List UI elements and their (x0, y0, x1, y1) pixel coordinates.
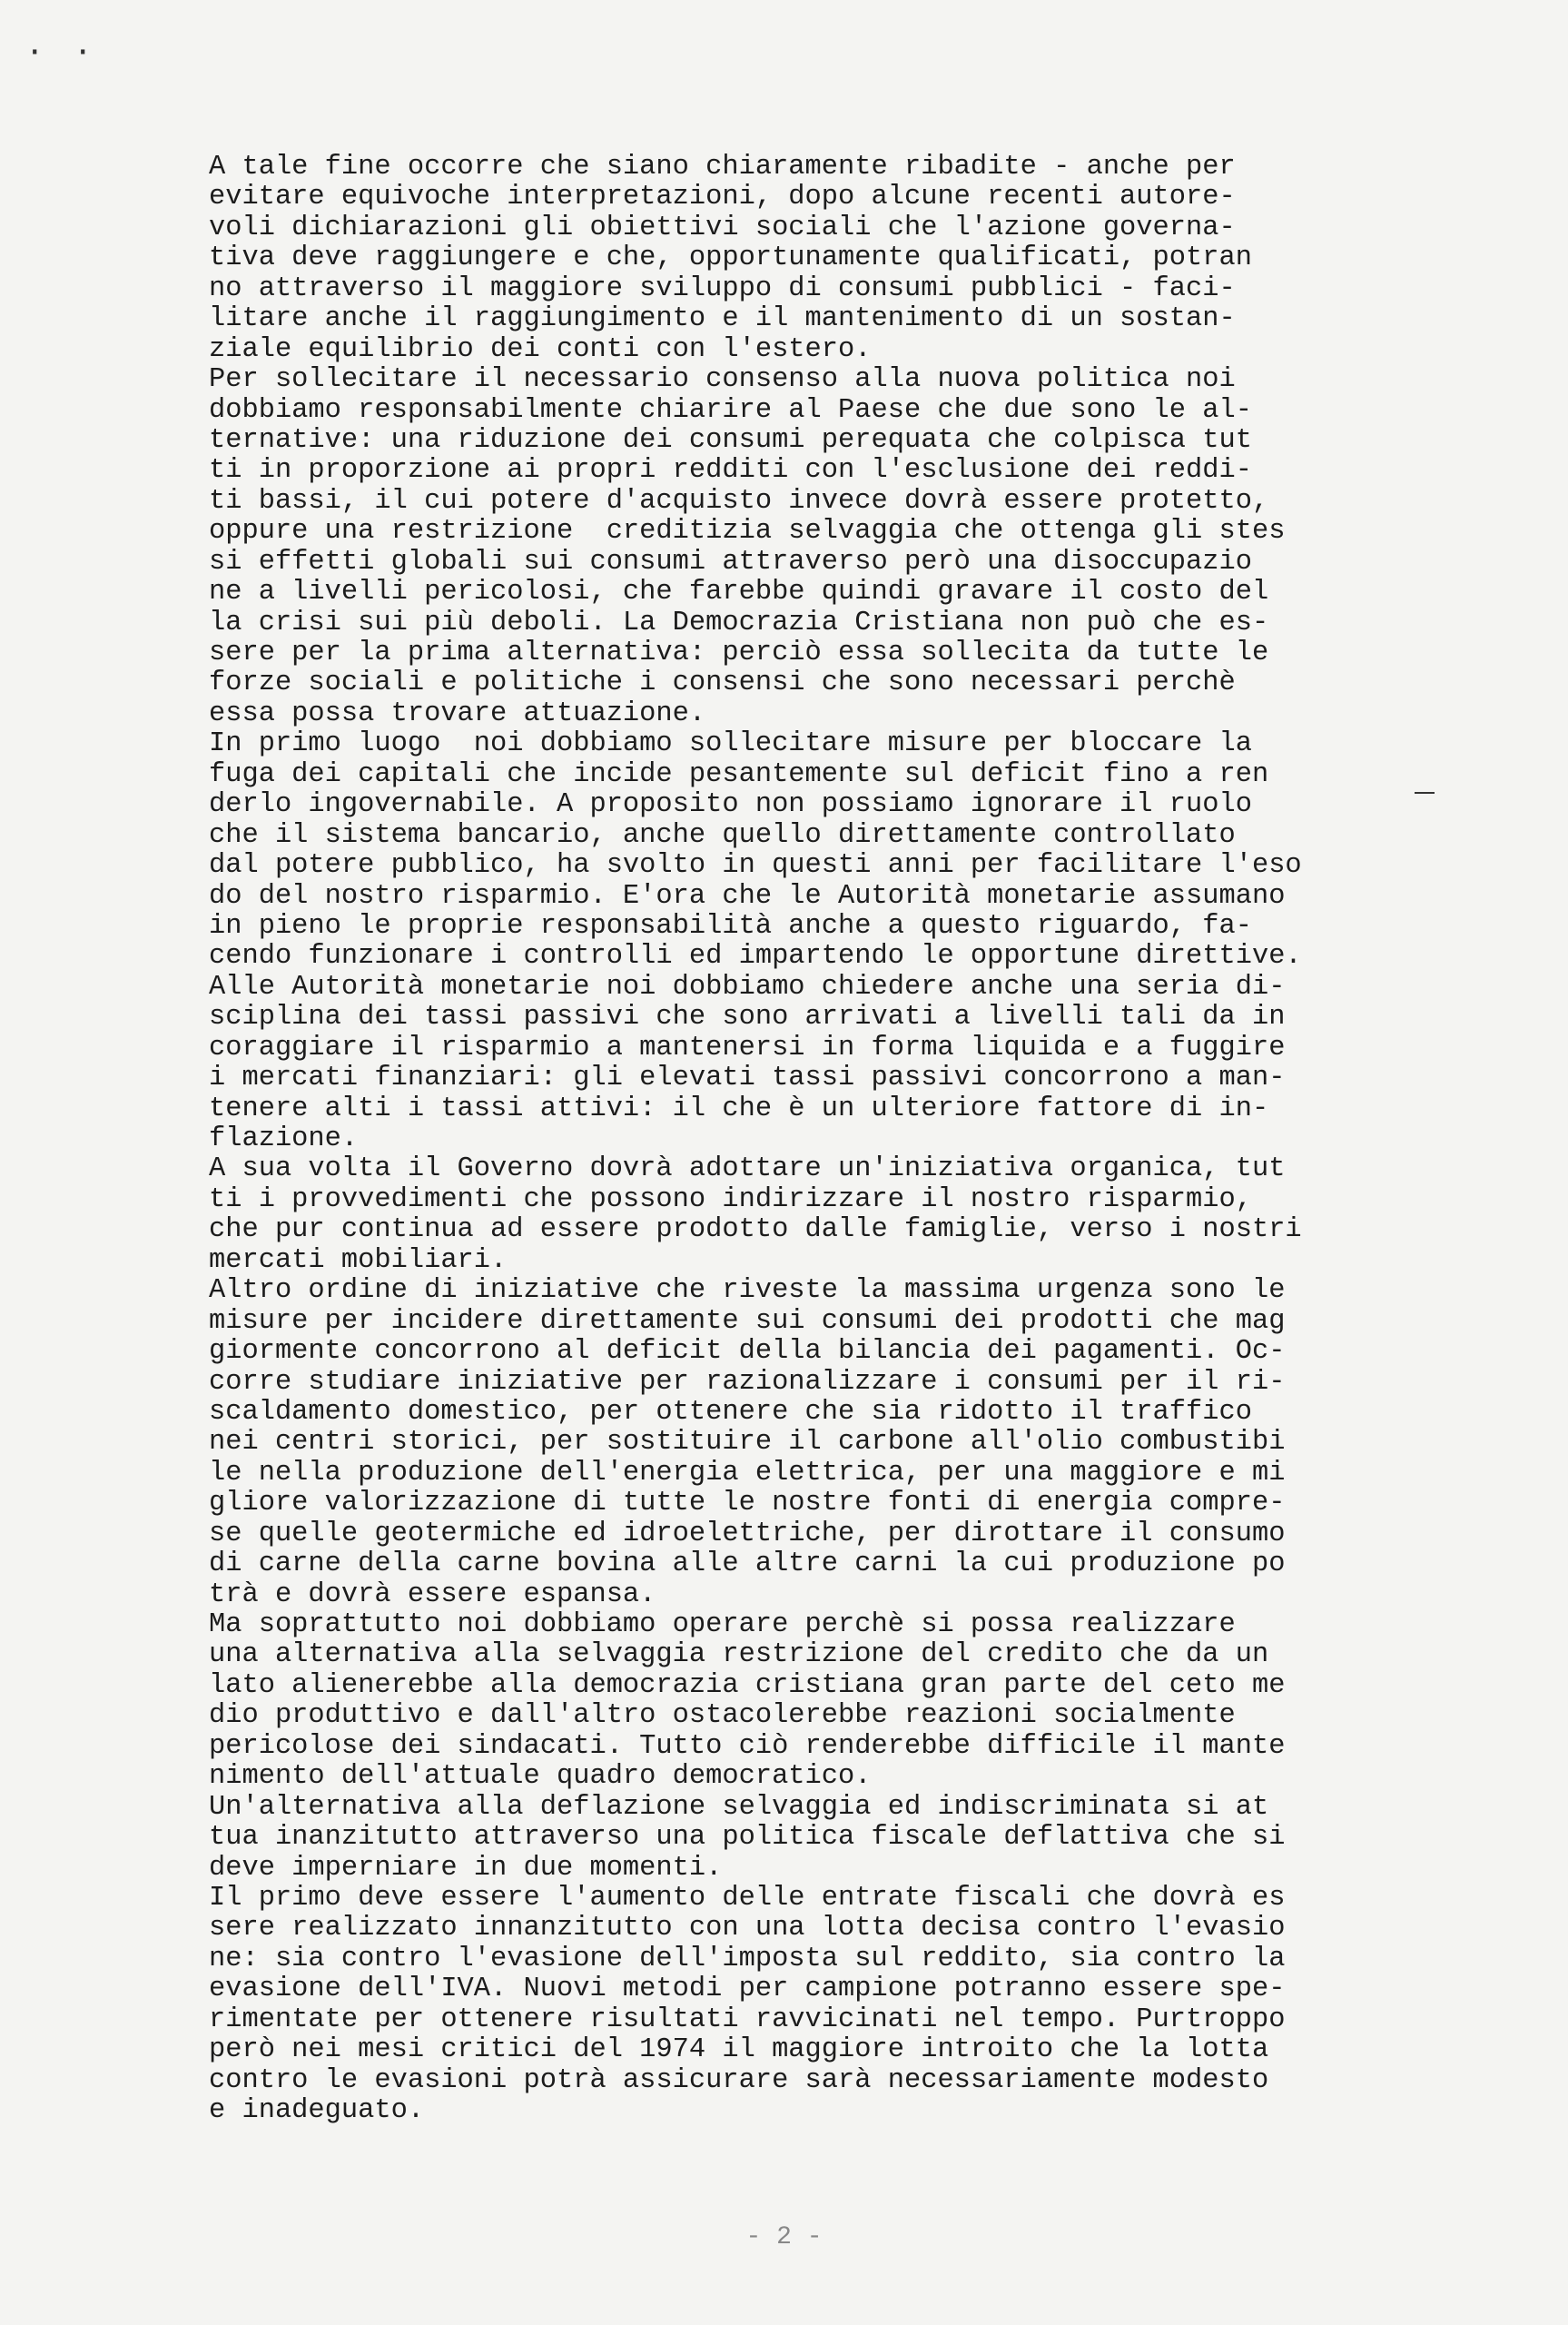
text-line: ziale equilibrio dei conti con l'estero. (209, 333, 872, 365)
text-line: Per sollecitare il necessario consenso alla nuova politica noi (209, 364, 1236, 396)
text-line: no attraverso il maggiore sviluppo di consumi pubblici - faci- (209, 272, 1236, 304)
text-line: dio produttivo e dall'altro ostacolerebbe reazioni socialmente (209, 1700, 1236, 1732)
text-line: dal potere pubblico, ha svolto in questi anni per facilitare l'eso (209, 850, 1302, 882)
text-line: però nei mesi critici del 1974 il maggiore introito che la lotta (209, 2034, 1269, 2066)
text-line: lato alienerebbe alla democrazia cristiana gran parte del ceto me (209, 1669, 1286, 1701)
text-line: ti in proporzione ai propri redditi con l'esclusione dei reddi- (209, 455, 1252, 487)
text-line: sere realizzato innanzitutto con una lotta decisa contro l'evasio (209, 1913, 1286, 1944)
text-line: una alternativa alla selvaggia restrizione del credito che da un (209, 1639, 1269, 1671)
text-line: Un'alternativa alla deflazione selvaggia ed indiscriminata si at (209, 1791, 1269, 1823)
text-line: di carne della carne bovina alle altre carni la cui produzione po (209, 1548, 1286, 1580)
text-line: ne: sia contro l'evasione dell'imposta sul reddito, sia contro la (209, 1943, 1286, 1974)
text-line: tiva deve raggiungere e che, opportunamente qualificati, potran (209, 242, 1252, 274)
text-line: che pur continua ad essere prodotto dalle famiglie, verso i nostri (209, 1214, 1302, 1246)
text-line: la crisi sui più deboli. La Democrazia Cristiana non può che es- (209, 607, 1269, 638)
corner-marks: · · (25, 35, 98, 71)
text-line: scaldamento domestico, per ottenere che sia ridotto il traffico (209, 1396, 1252, 1428)
text-line: essa possa trovare attuazione. (209, 698, 706, 729)
text-line: ti bassi, il cui potere d'acquisto invece dovrà essere protetto, (209, 485, 1269, 517)
text-line: fuga dei capitali che incide pesantemente sul deficit fino a ren (209, 758, 1269, 790)
text-line: evitare equivoche interpretazioni, dopo alcune recenti autore- (209, 182, 1236, 213)
text-line: A sua volta il Governo dovrà adottare un'iniziativa organica, tut (209, 1153, 1286, 1185)
text-line: tua inanzitutto attraverso una politica fiscale deflattiva che si (209, 1822, 1286, 1854)
margin-mark (1415, 792, 1435, 794)
text-line: che il sistema bancario, anche quello direttamente controllato (209, 819, 1236, 851)
text-line: in pieno le proprie responsabilità anche a questo riguardo, fa- (209, 910, 1252, 942)
text-line: cendo funzionare i controlli ed impartendo le opportune direttive. (209, 941, 1302, 973)
text-line: Alle Autorità monetarie noi dobbiamo chiedere anche una seria di- (209, 971, 1286, 1003)
text-line: sciplina dei tassi passivi che sono arrivati a livelli tali da in (209, 1002, 1286, 1034)
text-line: dobbiamo responsabilmente chiarire al Paese che due sono le al- (209, 394, 1252, 426)
text-line: voli dichiarazioni gli obiettivi sociali che l'azione governa- (209, 212, 1236, 243)
text-line: mercati mobiliari. (209, 1244, 508, 1276)
text-line: tenere alti i tassi attivi: il che è un ulteriore fattore di in- (209, 1093, 1269, 1124)
body-text (209, 153, 1416, 2126)
text-line: pericolose dei sindacati. Tutto ciò renderebbe difficile il mante (209, 1730, 1286, 1762)
text-line: deve imperniare in due momenti. (209, 1852, 723, 1884)
text-line: Il primo deve essere l'aumento delle entrate fiscali che dovrà es (209, 1882, 1286, 1914)
text-line: rimentate per ottenere risultati ravvicinati nel tempo. Purtroppo (209, 2003, 1286, 2035)
text-line: litare anche il raggiungimento e il mantenimento di un sostan- (209, 303, 1236, 335)
text-line: flazione. (209, 1123, 359, 1154)
text-line: sere per la prima alternativa: perciò essa sollecita da tutte le (209, 638, 1269, 668)
text-line: ti i provvedimenti che possono indirizzare il nostro risparmio, (209, 1183, 1252, 1215)
text-line: ne a livelli pericolosi, che farebbe quindi gravare il costo del (209, 577, 1269, 608)
text-line: oppure una restrizione creditizia selvaggia che ottenga gli stes (209, 516, 1286, 548)
text-line: si effetti globali sui consumi attraverso però una disoccupazio (209, 546, 1252, 578)
text-line: nimento dell'attuale quadro democratico. (209, 1761, 872, 1793)
text-line: derlo ingovernabile. A proposito non possiamo ignorare il ruolo (209, 789, 1252, 821)
text-line: coraggiare il risparmio a mantenersi in forma liquida e a fuggire (209, 1032, 1286, 1064)
text-line: do del nostro risparmio. E'ora che le Autorità monetarie assumano (209, 880, 1286, 912)
page-number: - 2 - (745, 2223, 823, 2251)
text-line: contro le evasioni potrà assicurare sarà necessariamente modesto (209, 2064, 1269, 2096)
text-line: i mercati finanziari: gli elevati tassi passivi concorrono a man- (209, 1063, 1286, 1094)
text-line: giormente concorrono al deficit della bilancia dei pagamenti. Oc- (209, 1336, 1286, 1368)
text-line: corre studiare iniziative per razionalizzare i consumi per il ri- (209, 1366, 1286, 1398)
text-line: Ma soprattutto noi dobbiamo operare perchè si possa realizzare (209, 1609, 1236, 1640)
text-line: gliore valorizzazione di tutte le nostre fonti di energia compre- (209, 1488, 1286, 1519)
text-line: nei centri storici, per sostituire il carbone all'olio combustibi (209, 1427, 1286, 1459)
text-line: ternative: una riduzione dei consumi perequata che colpisca tut (209, 424, 1252, 456)
text-line: forze sociali e politiche i consensi che sono necessari perchè (209, 668, 1236, 699)
text-line: misure per incidere direttamente sui consumi dei prodotti che mag (209, 1305, 1286, 1337)
text-line: e inadeguato. (209, 2095, 425, 2126)
text-line: le nella produzione dell'energia elettrica, per una maggiore e mi (209, 1457, 1286, 1489)
text-line: se quelle geotermiche ed idroelettriche, per dirottare il consumo (209, 1518, 1286, 1549)
text-line: evasione dell'IVA. Nuovi metodi per campione potranno essere spe- (209, 1974, 1286, 2005)
text-line: trà e dovrà essere espansa. (209, 1578, 656, 1610)
text-line: In primo luogo noi dobbiamo sollecitare misure per bloccare la (209, 728, 1252, 760)
text-line: Altro ordine di iniziative che riveste la massima urgenza sono le (209, 1275, 1286, 1307)
text-line: A tale fine occorre che siano chiaramente ribadite - anche per (209, 152, 1236, 183)
